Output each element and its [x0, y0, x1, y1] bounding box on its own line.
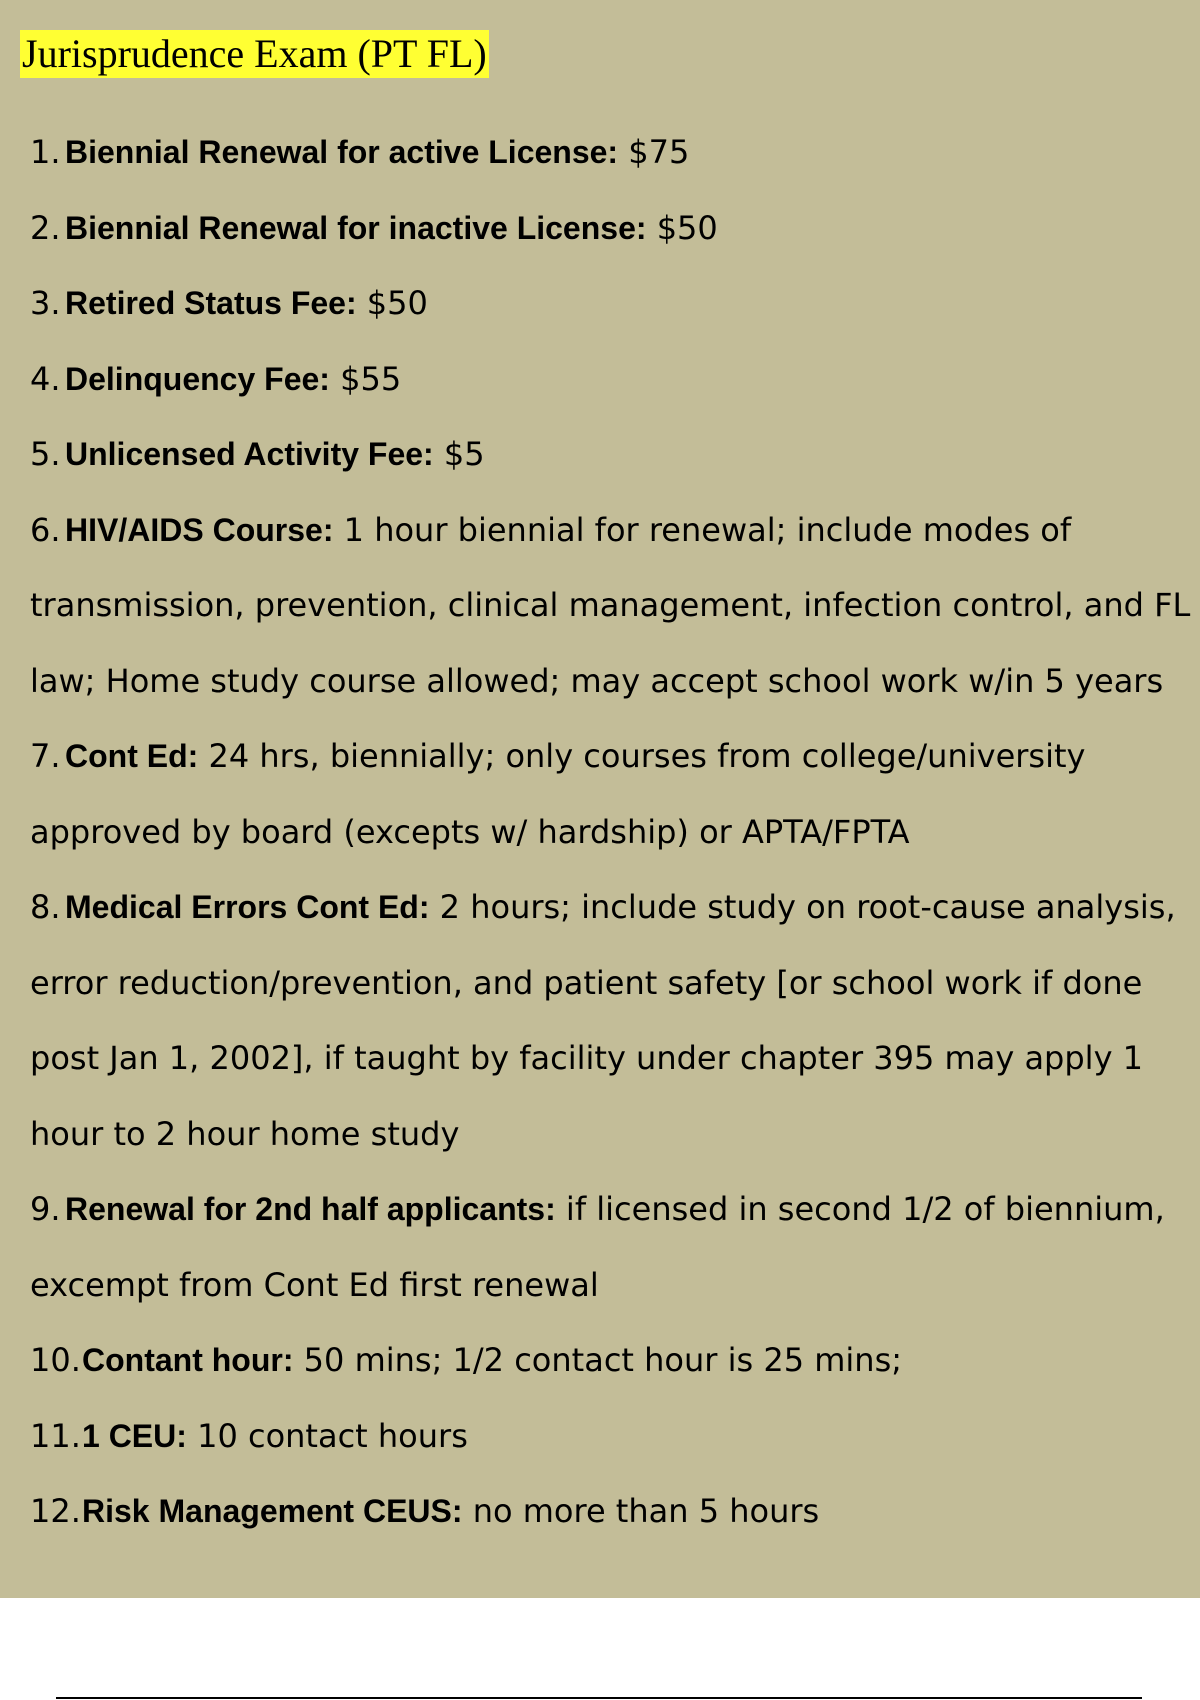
list-item-number: 4.: [30, 359, 61, 398]
list-item-text: post Jan 1, 2002], if taught by facility under chapter 395 may apply 1: [30, 1039, 1144, 1077]
list-item-line: [30, 493, 1200, 569]
list-item-line: [30, 644, 1200, 720]
list-item-number: 3.: [30, 284, 61, 322]
list-item-number: 2.: [30, 208, 61, 247]
list-item-text: $5: [433, 435, 485, 473]
list-item: [30, 1323, 1200, 1399]
list-item-label: 1 CEU:: [82, 1417, 187, 1454]
list-item-line: [30, 1021, 1200, 1097]
list-item: [30, 1399, 1200, 1475]
list-item-text: 10 contact hours: [186, 1416, 468, 1455]
page-divider: [56, 1697, 1142, 1699]
list-item-number: 9.: [30, 1190, 61, 1228]
list-item-text: 1 hour biennial for renewal; include modes of: [333, 510, 1072, 549]
list-item-text: transmission, prevention, clinical management, infection control, and FL: [30, 586, 1191, 624]
list-item: [30, 1474, 1200, 1550]
list-item-label: Risk Management CEUS:: [82, 1493, 463, 1529]
list-item-number: 10.: [30, 1341, 81, 1379]
list-item-number: 7.: [30, 737, 61, 775]
list-item-line: [30, 1399, 1200, 1475]
list-item-line: [30, 568, 1200, 644]
list-item-line: [30, 191, 1200, 267]
list-item-text: $50: [356, 284, 428, 322]
list-item-text: 24 hrs, biennially; only courses from college/university: [198, 737, 1086, 775]
list-item: [30, 719, 1200, 870]
list-item-line: [30, 1097, 1200, 1173]
list-item: [30, 115, 1200, 191]
list-item-text: 2 hours; include study on root-cause analysis,: [429, 888, 1176, 926]
list-item-line: [30, 1248, 1200, 1324]
list-item-text: no more than 5 hours: [462, 1492, 820, 1530]
list-item-number: 1.: [30, 133, 61, 171]
list-item-text: $75: [618, 133, 690, 171]
list-item-text: $50: [646, 208, 718, 247]
list-item-label: Retired Status Fee:: [65, 285, 357, 321]
list-item-label: Biennial Renewal for inactive License:: [65, 209, 647, 246]
list-item-text: hour to 2 hour home study: [30, 1114, 460, 1153]
list-item-line: [30, 795, 1200, 871]
list-item-text: approved by board (excepts w/ hardship) or APTA/FPTA: [30, 812, 910, 851]
list-item-line: [30, 719, 1200, 795]
list-item-label: Cont Ed:: [65, 738, 199, 774]
list-item-label: HIV/AIDS Course:: [65, 511, 334, 548]
list-item: [30, 1172, 1200, 1323]
list-item-text: $55: [329, 359, 402, 398]
list-item-text: error reduction/prevention, and patient safety [or school work if done: [30, 963, 1143, 1002]
list-item: [30, 493, 1200, 720]
list-item-label: Medical Errors Cont Ed:: [65, 889, 430, 925]
fee-list: [30, 115, 1200, 1550]
list-item-number: 5.: [30, 435, 61, 473]
list-item-number: 8.: [30, 888, 61, 926]
list-item-line: [30, 1474, 1200, 1550]
list-item-label: Biennial Renewal for active License:: [65, 134, 619, 170]
document-title: Jurisprudence Exam (PT FL): [22, 31, 487, 76]
list-item: [30, 870, 1200, 1172]
list-item-number: 12.: [30, 1492, 81, 1530]
list-item: [30, 191, 1200, 267]
list-item-label: Unlicensed Activity Fee:: [65, 436, 434, 472]
list-item-label: Renewal for 2nd half applicants:: [65, 1191, 556, 1227]
list-item-line: [30, 266, 1200, 342]
list-item-text: 50 mins; 1/2 contact hour is 25 mins;: [293, 1341, 903, 1379]
list-item: [30, 342, 1200, 418]
list-item-line: [30, 417, 1200, 493]
list-item-text: law; Home study course allowed; may accept school work w/in 5 years: [30, 661, 1164, 700]
list-item-number: 6.: [30, 510, 61, 549]
list-item-line: [30, 1323, 1200, 1399]
list-item-label: Contant hour:: [82, 1342, 294, 1378]
list-item-text: if licensed in second 1/2 of biennium,: [555, 1190, 1165, 1228]
list-item-line: [30, 870, 1200, 946]
list-item-line: [30, 1172, 1200, 1248]
list-item-label: Delinquency Fee:: [65, 360, 330, 397]
list-item-text: excempt from Cont Ed first renewal: [30, 1265, 599, 1304]
list-item-line: [30, 946, 1200, 1022]
list-item-line: [30, 115, 1200, 191]
list-item-number: 11.: [30, 1416, 81, 1455]
list-item-line: [30, 342, 1200, 418]
list-item: [30, 417, 1200, 493]
list-item: [30, 266, 1200, 342]
